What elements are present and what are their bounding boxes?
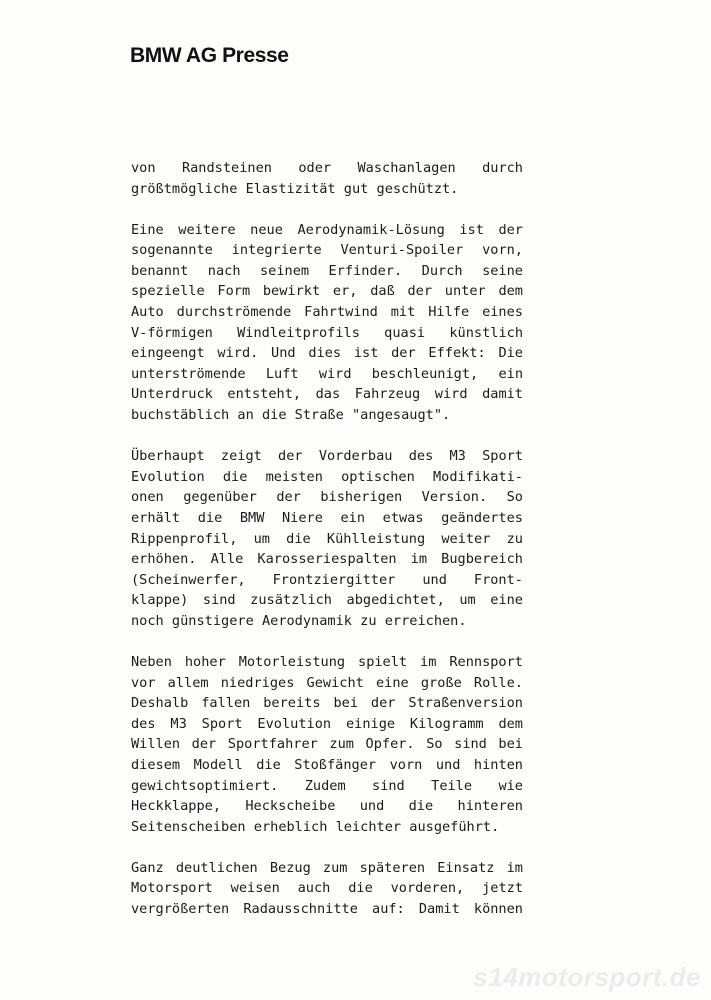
text-line: diesem Modell die Stoßfänger vorn und hinten [131,756,523,773]
text-line: erhöhen. Alle Karosseriespalten im Bugbereich [131,551,523,568]
text-line: erhält die BMW Niere ein etwas geändertes [131,509,523,526]
text-line: klappe) sind zusätzlich abgedichtet, um eine [131,592,523,609]
text-line: Ganz deutlichen Bezug zum späteren Einsatz im [131,859,523,876]
text-line: Motorsport weisen auch die vorderen, jetzt [131,880,523,897]
paragraph [131,446,523,631]
text-line: Neben hoher Motorleistung spielt im Rennsport [131,653,523,670]
text-line: größtmögliche Elastizität gut geschützt. [131,180,459,197]
text-line: Heckklappe, Heckscheibe und die hinteren [131,798,523,815]
body-text [131,158,523,940]
text-line: Eine weitere neue Aerodynamik-Lösung ist der [131,221,523,238]
text-line: Deshalb fallen bereits bei der Straßenversion [131,695,523,712]
paragraph [131,158,523,199]
text-line: buchstäblich an die Straße "angesaugt". [131,407,451,424]
text-line: Auto durchströmende Fahrtwind mit Hilfe eines [131,304,523,321]
text-line: gewichtsoptimiert. Zudem sind Teile wie [131,777,523,794]
text-line: unterströmende Luft wird beschleunigt, ein [131,365,523,382]
text-line: eingeengt wird. Und dies ist der Effekt: Die [131,345,523,362]
text-line: (Scheinwerfer, Frontziergitter und Front- [131,571,523,588]
text-line: des M3 Sport Evolution einige Kilogramm dem [131,715,523,732]
text-line: V-förmigen Windleitprofils quasi künstlich [131,324,523,341]
page-header-title: BMW AG Presse [130,44,289,67]
paragraph [131,652,523,837]
text-line: vergrößerten Radausschnitte auf: Damit können [131,901,523,917]
text-line: Überhaupt zeigt der Vorderbau des M3 Sport [131,448,523,465]
text-line: vor allem niedriges Gewicht eine große Rolle. [131,674,523,691]
text-line: onen gegenüber der bisherigen Version. So [131,489,523,506]
text-line: Seitenscheiben erheblich leichter ausgeführt. [131,818,500,835]
text-line: Evolution die meisten optischen Modifikati- [131,468,523,485]
paragraph [131,858,523,920]
watermark-text: s14motorsport.de [473,962,701,992]
text-line: von Randsteinen oder Waschanlagen durch [131,160,523,176]
text-line: noch günstigere Aerodynamik zu erreichen. [131,612,467,629]
text-line: spezielle Form bewirkt er, daß der unter dem [131,283,523,300]
text-line: Willen der Sportfahrer zum Opfer. So sind bei [131,736,523,753]
text-line: Rippenprofil, um die Kühlleistung weiter zu [131,530,523,547]
text-line: Unterdruck entsteht, das Fahrzeug wird damit [131,386,523,403]
paragraph [131,220,523,426]
text-line: sogenannte integrierte Venturi-Spoiler vorn, [131,242,523,259]
text-line: benannt nach seinem Erfinder. Durch seine [131,262,523,279]
